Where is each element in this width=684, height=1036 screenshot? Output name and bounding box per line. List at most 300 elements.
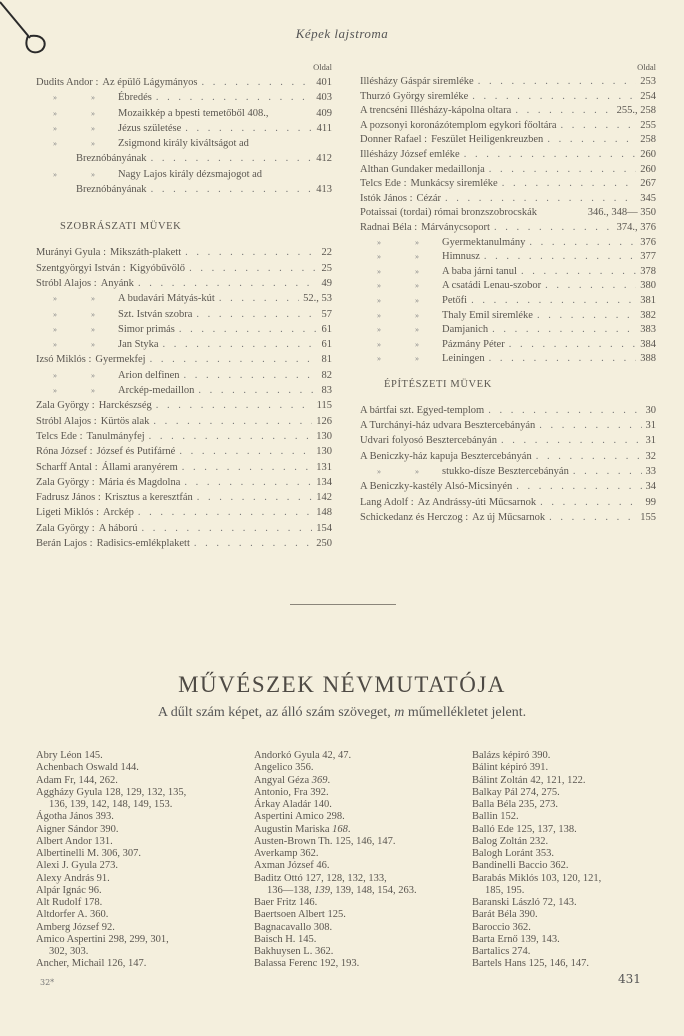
ditto-marks: [36, 90, 118, 105]
list-entry: [36, 429, 332, 444]
entry-title: Jézus születése: [118, 122, 182, 134]
list-entry: [360, 236, 656, 251]
entry-text: Augustin Mariska: [254, 823, 333, 835]
entry-page: 253: [640, 76, 656, 87]
index-entry: [254, 836, 417, 848]
entry-title: Nagy Lajos király dézsmajogot ad: [118, 168, 263, 180]
subtitle-text-end: műmellékletet jelent.: [404, 705, 527, 720]
entry-artist: Zala György :: [36, 476, 95, 488]
index-entry: [254, 848, 417, 860]
ditto-mark: »: [53, 169, 57, 179]
list-entry: [36, 460, 332, 475]
list-entry: [36, 136, 332, 151]
index-entry: [254, 750, 417, 762]
entry-text: Ballin 152.: [472, 811, 519, 823]
index-column-1: [36, 750, 186, 971]
entry-title: Radisics-emlékplakett: [96, 538, 190, 550]
left-column: [36, 62, 332, 551]
plate-number: 369: [311, 774, 328, 786]
ditto-mark: »: [415, 295, 419, 305]
entry-page: 131: [316, 461, 332, 473]
entry-page: 61: [321, 323, 332, 335]
entry-text: Bartels Hans 125, 146, 147.: [472, 958, 589, 970]
index-entry: [36, 811, 186, 823]
ditto-marks: [360, 236, 442, 251]
right-column: [360, 62, 656, 525]
dot-leader: [142, 521, 313, 536]
list-entry: [360, 279, 656, 294]
ditto-mark: »: [415, 252, 419, 262]
entry-title: A csatádi Lenau-szobor: [442, 280, 542, 292]
entry-page: 130: [316, 446, 332, 458]
ditto-mark: »: [377, 237, 381, 247]
index-entry: [254, 946, 417, 958]
entry-text: Angyal Géza: [254, 774, 312, 786]
ditto-mark: »: [91, 108, 95, 118]
entry-text: Altdorfer A. 360.: [36, 909, 109, 921]
list-entry: [360, 133, 656, 148]
dot-leader: [529, 236, 636, 251]
ditto-mark: »: [91, 294, 95, 304]
index-entry: [254, 909, 417, 921]
ditto-marks: [360, 279, 442, 294]
ditto-mark: »: [415, 237, 419, 247]
ditto-mark: »: [53, 370, 57, 380]
entry-title: Cézár: [416, 192, 441, 204]
entry-text: Bartalics 274.: [472, 946, 531, 957]
subtitle-text: A dűlt szám képet, az álló szám szöveget,: [157, 705, 395, 720]
entry-title: Ébredés: [118, 92, 152, 104]
ditto-mark: »: [91, 139, 95, 149]
entry-text: Axman József 46.: [254, 860, 330, 872]
entry-text: Balló Ede 125, 137, 138.: [472, 823, 577, 835]
list-entry: [360, 338, 656, 353]
dot-leader: [189, 261, 317, 276]
index-entry: [36, 873, 186, 885]
index-entry: [36, 958, 186, 970]
entry-text: Angelico 356.: [254, 762, 314, 774]
entry-artist: Schickedanz és Herczog :: [360, 511, 469, 523]
entry-page: 49: [321, 277, 332, 289]
entry-artist: Fadrusz János :: [36, 492, 101, 504]
list-entry: [36, 414, 332, 429]
entry-text: Baroccio 362.: [472, 921, 531, 933]
entry-title: A Beniczky-ház kapuja Besztercebányán: [360, 450, 532, 462]
entry-page: 130: [316, 430, 332, 442]
dot-leader: [539, 418, 641, 433]
index-column-2: [254, 750, 417, 971]
entry-artist: Dudits Andor :: [36, 77, 99, 88]
ditto-marks: [36, 307, 118, 322]
ditto-mark: »: [91, 309, 95, 319]
entry-text: Árkay Aladár 140.: [254, 799, 332, 810]
ditto-marks: [360, 464, 442, 479]
index-entry: [36, 922, 186, 934]
ditto-mark: »: [377, 281, 381, 291]
list-entry: [360, 177, 656, 192]
entry-page: 250: [316, 538, 332, 550]
ditto-mark: »: [53, 139, 57, 149]
dot-leader: [545, 279, 636, 294]
entry-page: 380: [640, 280, 656, 292]
list-entry: [36, 121, 332, 136]
index-entry: [254, 934, 417, 946]
entry-artist: Ligeti Miklós :: [36, 507, 99, 519]
entry-page: 61: [321, 339, 332, 351]
entry-page: 81: [321, 354, 332, 366]
entry-title: Arckép: [103, 507, 134, 519]
index-entry: [254, 860, 417, 872]
list-entry: [36, 307, 332, 322]
index-subtitle: [0, 705, 684, 721]
dot-leader: [153, 414, 312, 429]
page-number: 431: [618, 972, 641, 986]
ditto-mark: »: [91, 123, 95, 133]
entry-page: 155: [640, 511, 656, 523]
entry-title: Thurzó György siremléke: [360, 90, 469, 102]
architecture-list: [360, 403, 656, 525]
list-entry: [360, 148, 656, 163]
index-entry: [254, 775, 417, 787]
list-entry: [360, 206, 656, 221]
ditto-mark: »: [53, 108, 57, 118]
entry-text: Bakhuysen L. 362.: [254, 946, 334, 957]
entry-text: Baranski László 72, 143.: [472, 897, 577, 908]
index-entry: [472, 934, 601, 946]
list-entry: [360, 119, 656, 134]
entry-page: 22: [321, 247, 332, 259]
list-entry: [360, 75, 656, 90]
entry-title: Gyermektanulmány: [442, 236, 526, 248]
index-entry: [254, 897, 417, 909]
dot-leader: [149, 429, 313, 444]
entry-artist: Scharff Antal :: [36, 461, 98, 473]
entry-artist: Róna József :: [36, 446, 93, 458]
entry-text: Alexi J. Gyula 273.: [36, 860, 118, 872]
list-entry: [36, 337, 332, 352]
index-entry: [472, 787, 601, 799]
entry-page: 255., 258: [616, 105, 656, 117]
entry-artist: Telcs Ede :: [360, 178, 407, 190]
dot-leader: [540, 495, 641, 510]
entry-title: Krisztus a keresztfán: [104, 492, 193, 504]
entry-title: Az új Műcsarnok: [472, 511, 546, 523]
entry-text: Aggházy Gyula 128, 129, 132, 135,: [36, 786, 187, 798]
entry-page: 388: [640, 353, 656, 365]
ditto-mark: »: [53, 386, 57, 396]
entry-page: 148: [316, 507, 332, 519]
entry-artist: Lang Adolf :: [360, 496, 414, 508]
entry-page: 99: [645, 496, 656, 508]
entry-page: 412: [316, 153, 332, 165]
entry-artist: Stróbl Alajos :: [36, 277, 97, 289]
list-entry: [36, 167, 332, 182]
entry-text: 185, 195.: [485, 884, 525, 896]
entry-page: 383: [640, 324, 656, 336]
ditto-mark: »: [91, 386, 95, 396]
dot-leader: [484, 250, 636, 265]
ditto-marks: [360, 352, 442, 367]
list-entry: [36, 352, 332, 367]
entry-title: Feszület Heiligenkreuzben: [431, 134, 544, 146]
index-entry: [36, 946, 186, 958]
entry-title: Illésházy József emléke: [360, 148, 460, 160]
entry-page: 401: [316, 77, 332, 88]
entry-text: Adam Fr, 144, 262.: [36, 774, 118, 786]
ditto-marks: [360, 309, 442, 324]
list-entry: [36, 383, 332, 398]
entry-page: 345: [640, 192, 656, 204]
ditto-marks: [360, 294, 442, 309]
entry-title: Petőfi: [442, 294, 468, 306]
entry-page: 254: [640, 90, 656, 102]
entry-title: A budavári Mátyás-kút: [118, 293, 215, 305]
list-entry: [36, 505, 332, 520]
index-entry: [254, 811, 417, 823]
index-entry: [472, 762, 601, 774]
dot-leader: [138, 505, 312, 520]
entry-title: Potaissai (tordai) római bronzszobrocskák: [360, 207, 537, 219]
entry-title: Az Andrássy-úti Műcsarnok: [417, 496, 537, 508]
entry-title: Arckép-medaillon: [118, 385, 195, 397]
entry-text: Balla Béla 235, 273.: [472, 799, 559, 810]
dot-leader: [478, 75, 637, 90]
ditto-mark: »: [415, 281, 419, 291]
entry-title: Arion delfinen: [118, 369, 180, 381]
list-entry: [360, 90, 656, 105]
ditto-marks: [36, 121, 118, 136]
entry-title: A bártfai szt. Egyed-templom: [360, 404, 485, 416]
list-entry: [360, 418, 656, 433]
list-entry: [360, 352, 656, 367]
entry-text: Amberg József 92.: [36, 921, 115, 933]
entry-artist: Murányi Gyula :: [36, 247, 106, 259]
index-entry: [254, 922, 417, 934]
ditto-mark: »: [377, 354, 381, 364]
index-entry: [472, 897, 601, 909]
list-entry: [36, 276, 332, 291]
dot-leader: [179, 322, 318, 337]
ditto-marks: [360, 323, 442, 338]
entry-title: Az épülő Lágymányos: [102, 77, 198, 88]
entry-page: 381: [640, 294, 656, 306]
dot-leader: [464, 148, 637, 163]
dot-leader: [515, 104, 612, 119]
list-entry: [360, 449, 656, 464]
entry-page: 267: [640, 178, 656, 190]
entry-text: Ancher, Michail 126, 147.: [36, 958, 147, 970]
entry-text: Balázs képiró 390.: [472, 750, 551, 761]
entry-title: A baba járni tanul: [442, 265, 517, 277]
index-entry: [472, 824, 601, 836]
index-entry: [36, 897, 186, 909]
ditto-mark: »: [53, 93, 57, 103]
entry-text: Baertsoen Albert 125.: [254, 909, 346, 921]
entry-text: Averkamp 362.: [254, 848, 319, 859]
index-entry: [472, 922, 601, 934]
ditto-marks: [36, 337, 118, 352]
ditto-mark: »: [415, 266, 419, 276]
ditto-mark: »: [415, 310, 419, 320]
entry-text: Alpár Ignác 96.: [36, 884, 102, 896]
list-entry: [36, 90, 332, 105]
entry-text: Barabás Miklós 103, 120, 121,: [472, 872, 602, 884]
entry-text: Andorkó Gyula 42, 47.: [254, 750, 352, 761]
dot-leader: [156, 398, 313, 413]
entry-artist: Berán Lajos :: [36, 538, 93, 550]
entry-title: Mikszáth-plakett: [110, 247, 182, 259]
index-entry: [472, 885, 601, 897]
index-entry: [472, 848, 601, 860]
entry-title: Althan Gundaker medaillonja: [360, 163, 485, 175]
entry-text: Baer Fritz 146.: [254, 897, 318, 908]
ditto-marks: [36, 167, 118, 182]
dot-leader: [494, 221, 613, 236]
entry-text: Albertinelli M. 306, 307.: [36, 848, 141, 859]
entry-page: 376: [640, 236, 656, 248]
entry-artist: Radnai Béla :: [360, 221, 418, 233]
entry-title: Breznóbányának: [76, 184, 147, 196]
ditto-marks: [36, 383, 118, 398]
dot-leader: [561, 119, 637, 134]
list-entry: [360, 479, 656, 494]
ditto-mark: »: [91, 324, 95, 334]
entry-text: 302, 303.: [49, 946, 89, 957]
entry-artist: Izsó Miklós :: [36, 354, 92, 366]
dot-leader: [445, 192, 636, 207]
index-entry: [472, 946, 601, 958]
list-entry: [36, 490, 332, 505]
dot-leader: [194, 536, 312, 551]
entry-title: Tanulmányfej: [86, 430, 145, 442]
oldal-label: Oldal: [637, 62, 656, 72]
entry-text: Alexy András 91.: [36, 872, 110, 884]
ditto-mark: »: [377, 310, 381, 320]
architecture-heading: ÉPÍTÉSZETI MÜVEK: [384, 378, 492, 390]
dot-leader: [156, 90, 312, 105]
index-entry: [472, 775, 601, 787]
entry-title: Himnusz: [442, 251, 480, 263]
dot-leader: [138, 276, 318, 291]
entry-page: 154: [316, 522, 332, 534]
dot-leader: [150, 352, 318, 367]
entry-title: Kigyóbűvölő: [129, 262, 186, 274]
entry-text: Barta Ernő 139, 143.: [472, 933, 560, 945]
index-entry: [36, 848, 186, 860]
list-entry: [36, 536, 332, 551]
list-entry: [36, 291, 332, 306]
list-entry: [360, 323, 656, 338]
entry-title: Mozaikkép a bpesti temetőből 408.,: [118, 107, 269, 119]
ditto-mark: »: [377, 325, 381, 335]
entry-title: Udvari folyosó Besztercebányán: [360, 435, 498, 447]
ditto-mark: »: [53, 340, 57, 350]
entry-text: Achenbach Oswald 144.: [36, 762, 139, 774]
entry-artist: Telcs Ede :: [36, 430, 83, 442]
ditto-marks: [36, 106, 118, 121]
dot-leader: [196, 307, 317, 322]
index-entry: [472, 958, 601, 970]
entry-page: 142: [316, 492, 332, 504]
dot-leader: [492, 323, 636, 338]
list-entry: [36, 521, 332, 536]
index-entry: [472, 860, 601, 872]
ditto-marks: [36, 322, 118, 337]
list-entry: [36, 182, 332, 197]
entry-text: Albert Andor 131.: [36, 835, 113, 847]
entry-text: Amico Aspertini 298, 299, 301,: [36, 933, 169, 945]
list-entry: [360, 104, 656, 119]
sculpture-heading: SZOBRÁSZATI MÜVEK: [60, 221, 182, 233]
ditto-mark: »: [53, 309, 57, 319]
ditto-mark: »: [415, 467, 419, 477]
ditto-mark: »: [415, 354, 419, 364]
ditto-marks: [36, 291, 118, 306]
entry-text: Baisch H. 145.: [254, 933, 317, 945]
list-entry: [36, 398, 332, 413]
list-entry: [36, 106, 332, 121]
ditto-mark: »: [53, 123, 57, 133]
ditto-marks: [360, 250, 442, 265]
dot-leader: [502, 177, 637, 192]
entry-page: 255: [640, 119, 656, 131]
entry-page: 384: [640, 338, 656, 350]
index-entry: [254, 824, 417, 836]
list-entry: [360, 309, 656, 324]
entry-page: 409: [316, 107, 332, 119]
index-entry: [36, 934, 186, 946]
signature-mark: 32*: [40, 978, 55, 987]
dot-leader: [201, 75, 312, 90]
ditto-mark: »: [377, 339, 381, 349]
entry-page: 32: [645, 450, 656, 462]
ditto-mark: »: [53, 324, 57, 334]
entry-artist: Szentgyörgyi István :: [36, 262, 126, 274]
list-entry: [360, 433, 656, 448]
entry-text: , 139, 148, 154, 263.: [330, 884, 417, 896]
entry-title: Márványcsoport: [421, 221, 490, 233]
entry-page: 52., 53: [303, 293, 332, 305]
entry-title: József és Putifárné: [96, 446, 176, 458]
oldal-label: Oldal: [313, 62, 332, 72]
dot-leader: [489, 163, 636, 178]
dot-leader: [184, 368, 318, 383]
dot-leader: [521, 265, 636, 280]
dot-leader: [182, 460, 313, 475]
ditto-marks: [36, 136, 118, 151]
entry-text: Bagnacavallo 308.: [254, 921, 333, 933]
list-entry: [360, 495, 656, 510]
dot-leader: [488, 403, 641, 418]
index-entry: [472, 836, 601, 848]
list-entry: [360, 221, 656, 236]
list-entry: [36, 261, 332, 276]
subtitle-m: m: [394, 705, 405, 720]
entry-text: Aigner Sándor 390.: [36, 823, 119, 835]
entry-title: Szt. István szobra: [118, 308, 193, 320]
entry-page: 82: [321, 369, 332, 381]
entry-text: Bálint Zoltán 42, 121, 122.: [472, 774, 586, 786]
entry-page: 134: [316, 476, 332, 488]
entry-page: 25: [321, 262, 332, 274]
list-entry: [360, 265, 656, 280]
ditto-marks: [36, 368, 118, 383]
index-entry: [472, 799, 601, 811]
ditto-mark: »: [415, 339, 419, 349]
entry-title: Simor primás: [118, 323, 175, 335]
list-entry: [360, 403, 656, 418]
entry-artist: Zala György :: [36, 522, 95, 534]
